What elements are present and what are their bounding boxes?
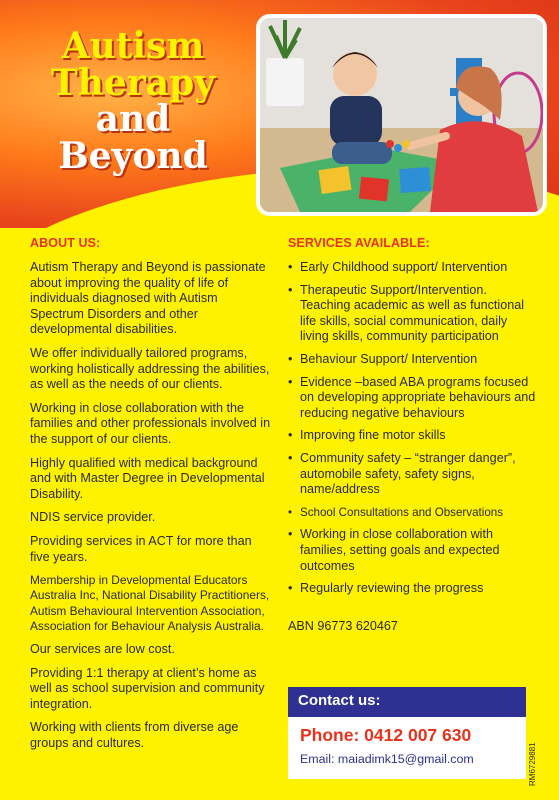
child-head xyxy=(333,52,377,96)
about-section xyxy=(30,236,274,759)
list-item: • Regularly reviewing the progress xyxy=(288,581,538,597)
list-item: • Community safety – “stranger danger”, automobile safety, safety signs, name/address xyxy=(288,451,538,498)
title-line-beyond: Beyond xyxy=(58,135,208,178)
title-line-autism: Autism xyxy=(61,25,205,67)
services-heading: SERVICES AVAILABLE: xyxy=(288,236,430,250)
list-item: • Evidence –based ABA programs focused on developing appropriate behaviours and reducing negative behaviours xyxy=(288,375,538,422)
title-line-therapy: Therapy xyxy=(50,61,216,104)
contact-box xyxy=(288,687,526,779)
abn-number: ABN 96773 620467 xyxy=(288,618,398,633)
list-item: • Therapeutic Support/Intervention. Teaching academic as well as functional life skills, social communication, daily living skills, community participation xyxy=(288,283,538,345)
list-item: • Early Childhood support/ Intervention xyxy=(288,260,538,276)
about-paragraph: Autism Therapy and Beyond is passionate about improving the quality of life of individuals diagnosed with Autism Spectrum Disorders and other developmental disabilities. xyxy=(30,260,266,337)
photo-illustration xyxy=(260,18,543,212)
hero-banner xyxy=(0,0,559,228)
about-paragraph: Providing 1:1 therapy at client’s home as well as school supervision and community integration. xyxy=(30,665,265,711)
services-section xyxy=(288,236,538,633)
contact-heading: Contact us: xyxy=(288,687,526,717)
list-item: • Working in close collaboration with families, setting goals and expected outcomes xyxy=(288,527,538,574)
list-item: • School Consultations and Observations xyxy=(288,505,538,521)
about-paragraph: Providing services in ACT for more than five years. xyxy=(30,533,252,564)
about-paragraph: We offer individually tailored programs, working holistically addressing the abilities, as well as the needs of our clients. xyxy=(30,345,270,392)
contact-details xyxy=(288,717,526,779)
about-paragraph: Working with clients from diverse age groups and cultures. xyxy=(30,720,239,750)
title-line-and: and xyxy=(95,98,171,141)
business-title xyxy=(28,25,238,178)
child-shirt xyxy=(330,96,382,146)
plant-pot xyxy=(266,58,304,106)
list-item: • Behaviour Support/ Intervention xyxy=(288,352,538,368)
list-item: • Improving fine motor skills xyxy=(288,428,538,444)
about-heading: ABOUT US: xyxy=(30,236,101,250)
about-paragraph: NDIS service provider. xyxy=(30,510,156,525)
about-paragraph: Our services are low cost. xyxy=(30,641,175,656)
email-address[interactable]: Email: maiadimk15@gmail.com xyxy=(300,752,474,766)
about-paragraph: Membership in Developmental Educators Australia Inc, National Disability Practitioners, Autism Behavioural Intervention Association, Association for Behaviour Analysis Australia. xyxy=(30,573,270,633)
services-list xyxy=(288,260,538,597)
about-paragraph: Highly qualified with medical background and with Master Degree in Developmental Disability. xyxy=(30,455,265,501)
reference-code: RM6729881 xyxy=(528,742,537,786)
phone-number[interactable]: Phone: 0412 007 630 xyxy=(300,725,472,745)
therapy-session-photo xyxy=(256,14,547,216)
about-paragraph: Working in close collaboration with the families and other professionals involved in the support of our clients. xyxy=(30,400,271,446)
